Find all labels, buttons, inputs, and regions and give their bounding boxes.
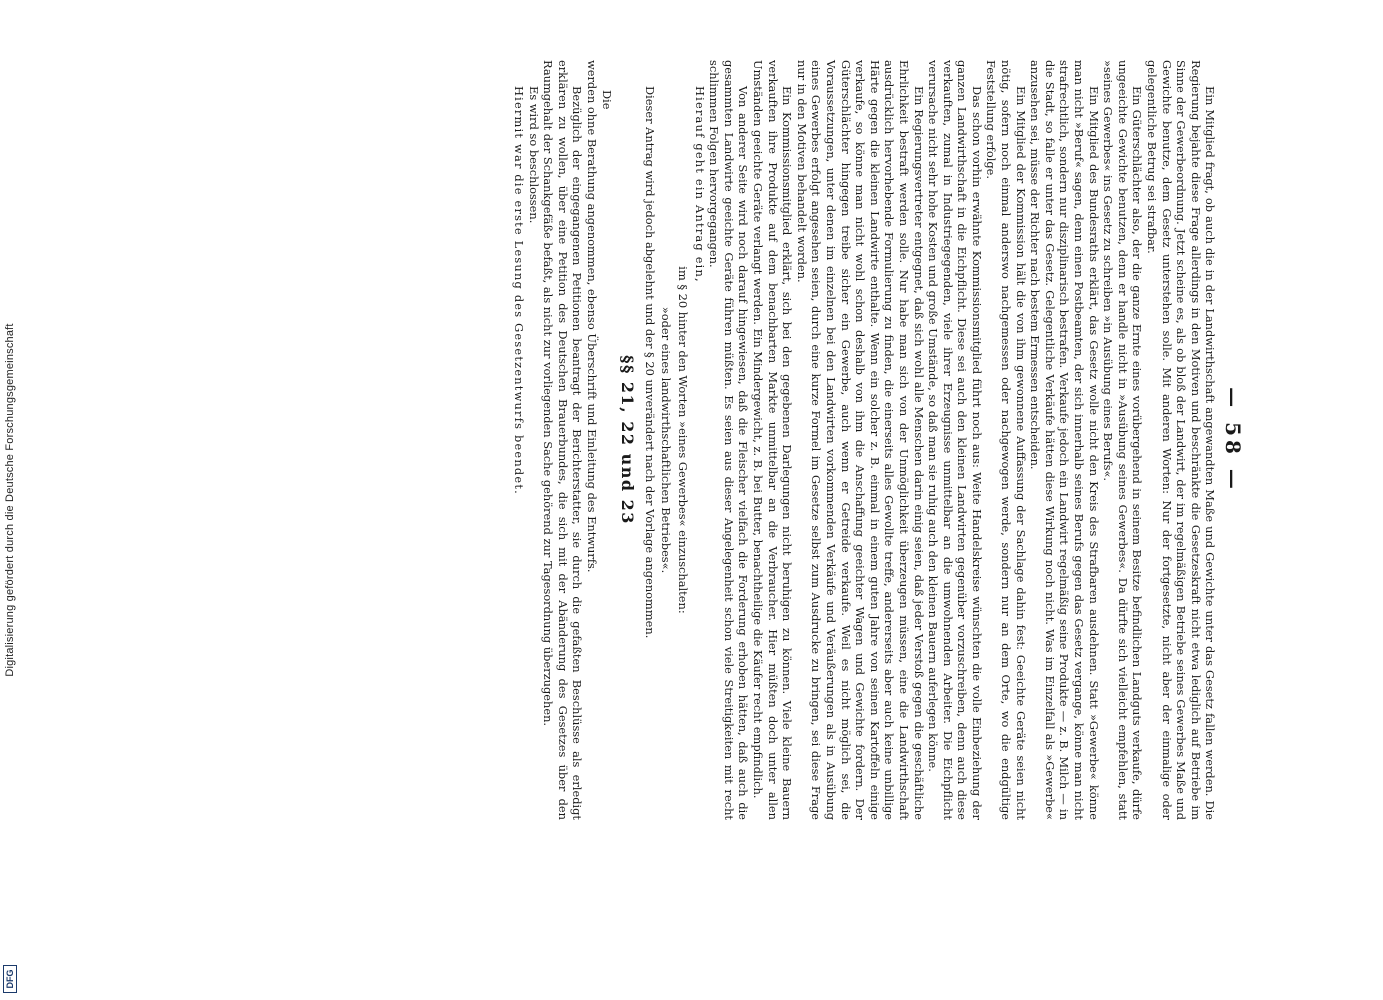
motion-intro: Hierauf geht ein Antrag ein,: [692, 86, 707, 283]
page-number: — 58 —: [1221, 387, 1245, 493]
closing-paragraph: werden ohne Berathung angenommen, ebenso Überschrift und Einleitung des Entwurfs.: [585, 60, 600, 573]
closing-paragraph: Bezüglich der eingegangenen Petitionen beantragt der Berichterstatter, sie durch die gefaßten Beschlüsse als erledigt erklären zu wollen, über eine Petition des Deutschen Brauerbundes, die sich mit der Abänderung des Gesetzes über den Raumgehalt der Schankgefäße befaßt, als nicht zur vorliegenden Sache gehörend zur Tagesordnung überzugehen.: [541, 60, 585, 820]
paragraph: Von anderer Seite wird noch darauf hingewiesen, daß die Fleischer vielfach die Forderung erhoben hätten, daß auch die gesammten Landwirte geeichte Geräte führen müßten. Es seien aus dieser Angelegenheit schon viele Streitigkeiten mit recht schlimmen Folgen hervorgegangen.: [707, 60, 751, 820]
paragraph: Ein Mitglied der Kommission hält die von ihm gewonnene Auffassung der Sachlage dahin fest: Geeichte Geräte seien nicht nötig, sofern noch einmal anderswo nachgemessen oder nachgewogen werde, sondern nur an dem Orte, wo die endgültige Feststellung erfolge.: [984, 60, 1028, 820]
motion-location: im § 20 hinter den Worten »eines Gewerbes« einzuschalten:: [676, 266, 691, 614]
motion-text: »oder eines landwirthschaftlichen Betriebes«.: [659, 306, 674, 574]
closing-paragraph: Es wird so beschlossen.: [526, 86, 541, 224]
paragraph: Ein Mitglied des Bundesraths erklärt, das Gesetz wolle nicht den Kreis des Strafbaren ausdehnen. Statt »Gewerbe« könne man nicht »Beruf« sagen, denn einen Postbeamten, der sich innerhalb seines Berufs gegen das Gesetz vergange, könne man nicht strafrechtlich, sondern nur disziplinarisch bestrafen. Verkaufe jedoch ein Landwirt regelmäßig seine Produkte — z. B. Milch — in die Stadt, so falle er unter das Gesetz. Gelegentliche Verkäufe hätten diese Wirkung noch nicht. Was im Einzelfall als »Gewerbe« anzusehen sei, müsse der Richter nach bestem Ermessen entscheiden.: [1028, 60, 1101, 820]
scanned-page-area: [140, 60, 1260, 820]
motion-result: Dieser Antrag wird jedoch abgelehnt und der § 20 unverändert nach der Vorlage angenommen.: [642, 86, 657, 639]
scanned-page: [140, 30, 1260, 850]
die-word: Die: [599, 90, 614, 110]
paragraph: Das schon vorhin erwähnte Kommissionsmitglied führt noch aus: Weite Handelskreise wünschten die volle Einbeziehung der ganzen Landwirthschaft in die Eichpflicht. Diese sei auch den kleinen Landwirten gegenüber vorzuschreiben, denn auch diese verkauften, zumal in Industriegegenden, viele ihrer Erzeugnisse unmittelbar an die umwohnenden Arbeiter. Die Eichpflicht verursache nicht sehr hohe Kosten und große Umstände, so daß man sie ruhig auch den kleinen Bauern auferlegen könne.: [926, 60, 984, 820]
page-body: [160, 60, 1245, 820]
closing-paragraph: Hiermit war die erste Lesung des Gesetzentwurfs beendet.: [512, 86, 527, 495]
dfg-logo: [3, 965, 17, 993]
paragraph: Ein Mitglied fragt, ob auch die in der Landwirthschaft angewandten Maße und Gewichte unter das Gesetz fallen werden. Die Regierung bejahte diese Frage allerdings in den Motiven und beschränkte die Gesetzeskraft nicht etwa lediglich auf Betriebe im Sinne der Gewerbeordnung. Jetzt scheine es, als ob bloß der Landwirt, der im regelmäßigen Betriebe seines Gewerbes Maße und Gewichte benutze, dem Gesetz unterstehen solle. Mit anderen Worten: Nur der fortgesetzte, nicht aber der einmalige oder gelegentliche Betrug sei strafbar.: [1145, 60, 1218, 820]
section-heading: §§ 21, 22 und 23: [618, 355, 638, 525]
digitization-sidebar: [0, 0, 20, 1000]
paragraph: Ein Regierungsvertreter entgegnet, daß sich wohl alle Menschen darin einig seien, daß jeder Verstoß gegen die geschäftliche Ehrlichkeit bestraft werden solle. Nur habe man sich von der Unmöglichkeit überzeugen müssen, eine die Landwirthschaft ausdrücklich hervorhebende Formulierung zu finden, die einerseits alles Gewollte treffe, andererseits aber auch keine unbillige Härte gegen die kleinen Landwirte enthalte. Wenn ein solcher z. B. einmal in einem guten Jahre von seinen Kartoffeln einige verkaufe, so könne man nicht wohl schon deshalb von ihm die Anschaffung geeichter Wagen und Gewichte fordern. Der Güterschlächter hingegen treibe sicher ein Gewerbe, auch wenn er Getreide verkaufe. Weil es nicht möglich sei, die Voraussetzungen, unter denen im einzelnen bei den Landwirten vorkommenden Verkäufe und Veräußerungen als in Ausübung eines Gewerbes erfolgt angesehen seien, durch eine kurze Formel im Gesetze selbst zum Ausdrucke zu bringen, sei diese Frage nur in den Motiven behandelt worden.: [794, 60, 926, 820]
paragraph: Ein Güterschlächter also, der die ganze Ernte eines vorübergehend in seinem Besitze befindlichen Landguts verkaufe, dürfe ungeeichte Gewichte benutzen, denn er handle nicht in »Ausübung seines Gewerbes«. Da dürfte sich vielleicht empfehlen, statt »seines Gewerbes« ins Gesetz zu schreiben »in Ausübung eines Berufs«.: [1101, 60, 1145, 820]
digitization-note: Digitalisierung gefördert durch die Deutsche Forschungsgemeinschaft: [4, 323, 16, 677]
dfg-logo-text: DFG: [5, 969, 15, 989]
paragraph: Ein Kommissionsmitglied erklärt, sich bei den gegebenen Darlegungen nicht beruhigen zu können. Viele kleine Bauern verkauften ihre Produkte auf dem benachbarten Markte unmittelbar an die Verbraucher. Hier müßten doch unter allen Umständen geeichte Geräte verlangt werden. Ein Mindergewicht, z. B. bei Butter, benachtheilige die Käufer recht empfindlich.: [751, 60, 795, 820]
